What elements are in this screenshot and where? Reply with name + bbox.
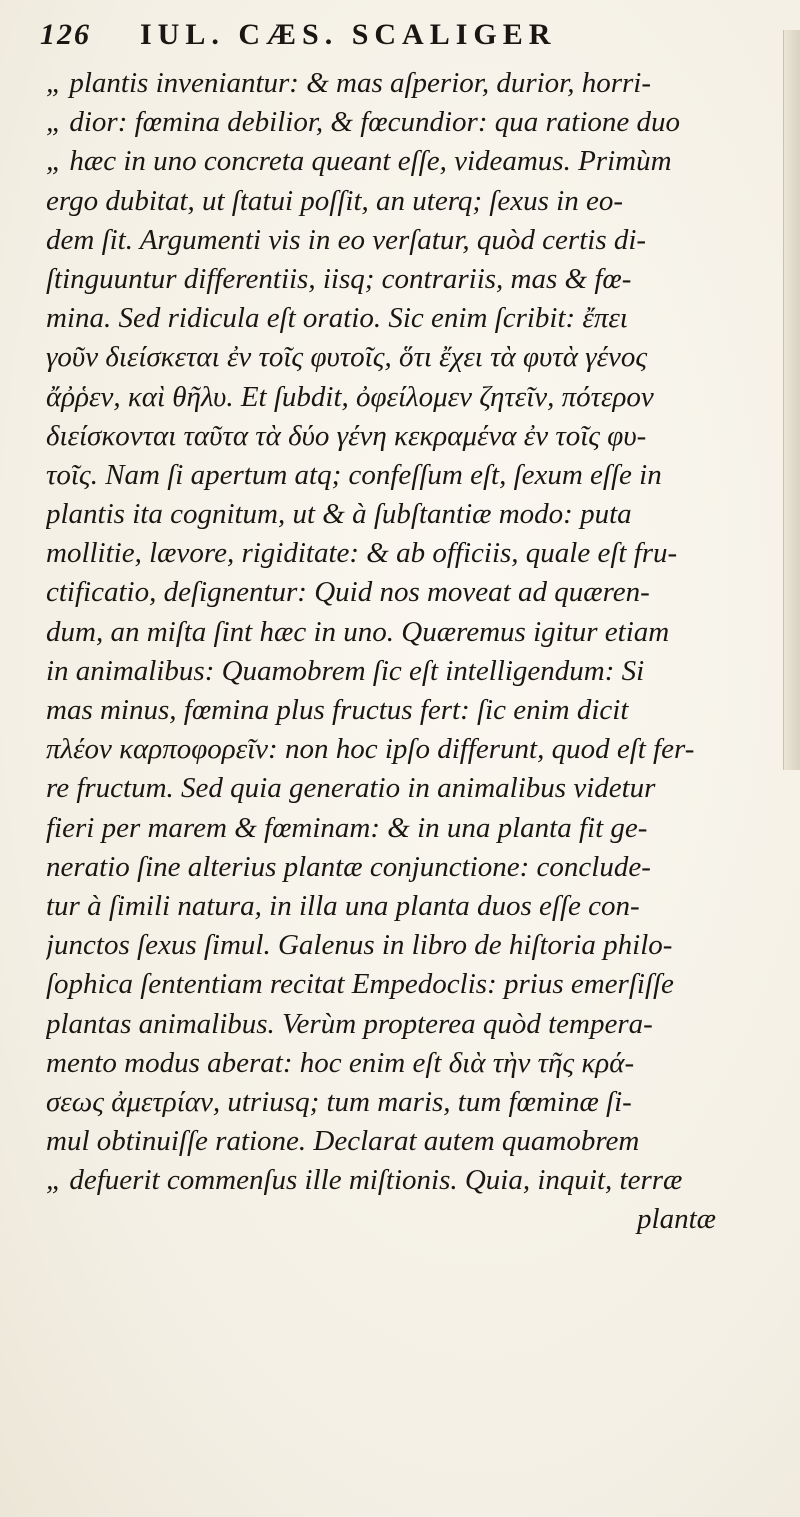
- text-line: re fructum. Sed quia generatio in animalibus videtur: [46, 772, 656, 805]
- text-line: plantas animalibus. Verùm propterea quòd tempera-: [46, 1007, 653, 1040]
- text-line: ἄῤῥεν, καὶ θῆλυ. Et ſubdit, ὀφείλομεν ζητεῖν, πότερον: [46, 380, 654, 413]
- text-line: „ hæc in uno concreta queant eſſe, videamus. Primùm: [46, 145, 672, 178]
- page-header: [40, 18, 780, 58]
- text-line: ſtinguuntur differentiis, iisq; contrariis, mas & fœ-: [46, 262, 632, 295]
- text-line: διείσκονται ταῦτα τὰ δύο γένη κεκραμένα ἐν τοῖς φυ-: [46, 419, 647, 452]
- text-line: „ defuerit commenſus ille miſtionis. Quia, inquit, terræ: [46, 1164, 683, 1197]
- text-line: „ plantis inveniantur: & mas aſperior, durior, horri-: [46, 67, 652, 99]
- text-line: σεως ἀμετρίαν, utriusq; tum maris, tum fœminæ ſi-: [46, 1085, 632, 1118]
- text-line: τοῖς. Nam ſi apertum atq; confeſſum eſt, ſexum eſſe in: [46, 458, 662, 491]
- text-line: neratio ſine alterius plantæ conjunctione: conclude-: [46, 850, 651, 883]
- text-line: ctificatio, deſignentur: Quid nos moveat ad quæren-: [46, 576, 650, 609]
- text-line: mina. Sed ridicula eſt oratio. Sic enim ſcribit: ἔπει: [46, 302, 628, 335]
- text-line: plantis ita cognitum, ut & à ſubſtantiæ modo: puta: [46, 498, 632, 531]
- text-line: dum, an miſta ſint hæc in uno. Quæremus igitur etiam: [46, 615, 670, 648]
- text-line: junctos ſexus ſimul. Galenus in libro de hiſtoria philo-: [46, 929, 673, 962]
- text-line: in animalibus: Quamobrem ſic eſt intelligendum: Si: [46, 654, 645, 687]
- page-number: 126: [40, 18, 91, 51]
- text-line: dem ſit. Argumenti vis in eo verſatur, quòd certis di-: [46, 223, 647, 256]
- text-line: γοῦν διείσκεται ἐν τοῖς φυτοῖς, ὅτι ἔχει τὰ φυτὰ γένος: [46, 341, 648, 374]
- running-head: IUL. CÆS. SCALIGER: [140, 18, 557, 51]
- catchword: plantæ: [637, 1203, 716, 1236]
- text-line: ergo dubitat, ut ſtatui poſſit, an uterq; ſexus in eo-: [46, 184, 623, 217]
- text-line: ſophica ſententiam recitat Empedoclis: prius emerſiſſe: [46, 968, 674, 1001]
- body-text: [46, 64, 776, 1240]
- text-line: mul obtinuiſſe ratione. Declarat autem quamobrem: [46, 1125, 640, 1158]
- text-line: mollitie, lævore, rigiditate: & ab officiis, quale eſt fru-: [46, 537, 678, 570]
- text-line: mas minus, fœmina plus fructus fert: ſic enim dicit: [46, 694, 629, 726]
- text-line: mento modus aberat: hoc enim eſt διὰ τὴν τῆς κρά-: [46, 1046, 635, 1079]
- text-line: πλέον καρποφορεῖν: non hoc ipſo differunt, quod eſt fer-: [46, 733, 695, 766]
- facing-page-edge: [783, 30, 800, 770]
- text-line: tur à ſimili natura, in illa una planta duos eſſe con-: [46, 889, 640, 922]
- text-line: fieri per marem & fœminam: & in una planta fit ge-: [46, 811, 648, 844]
- text-line: „ dior: fœmina debilior, & fœcundior: qua ratione duo: [46, 106, 680, 139]
